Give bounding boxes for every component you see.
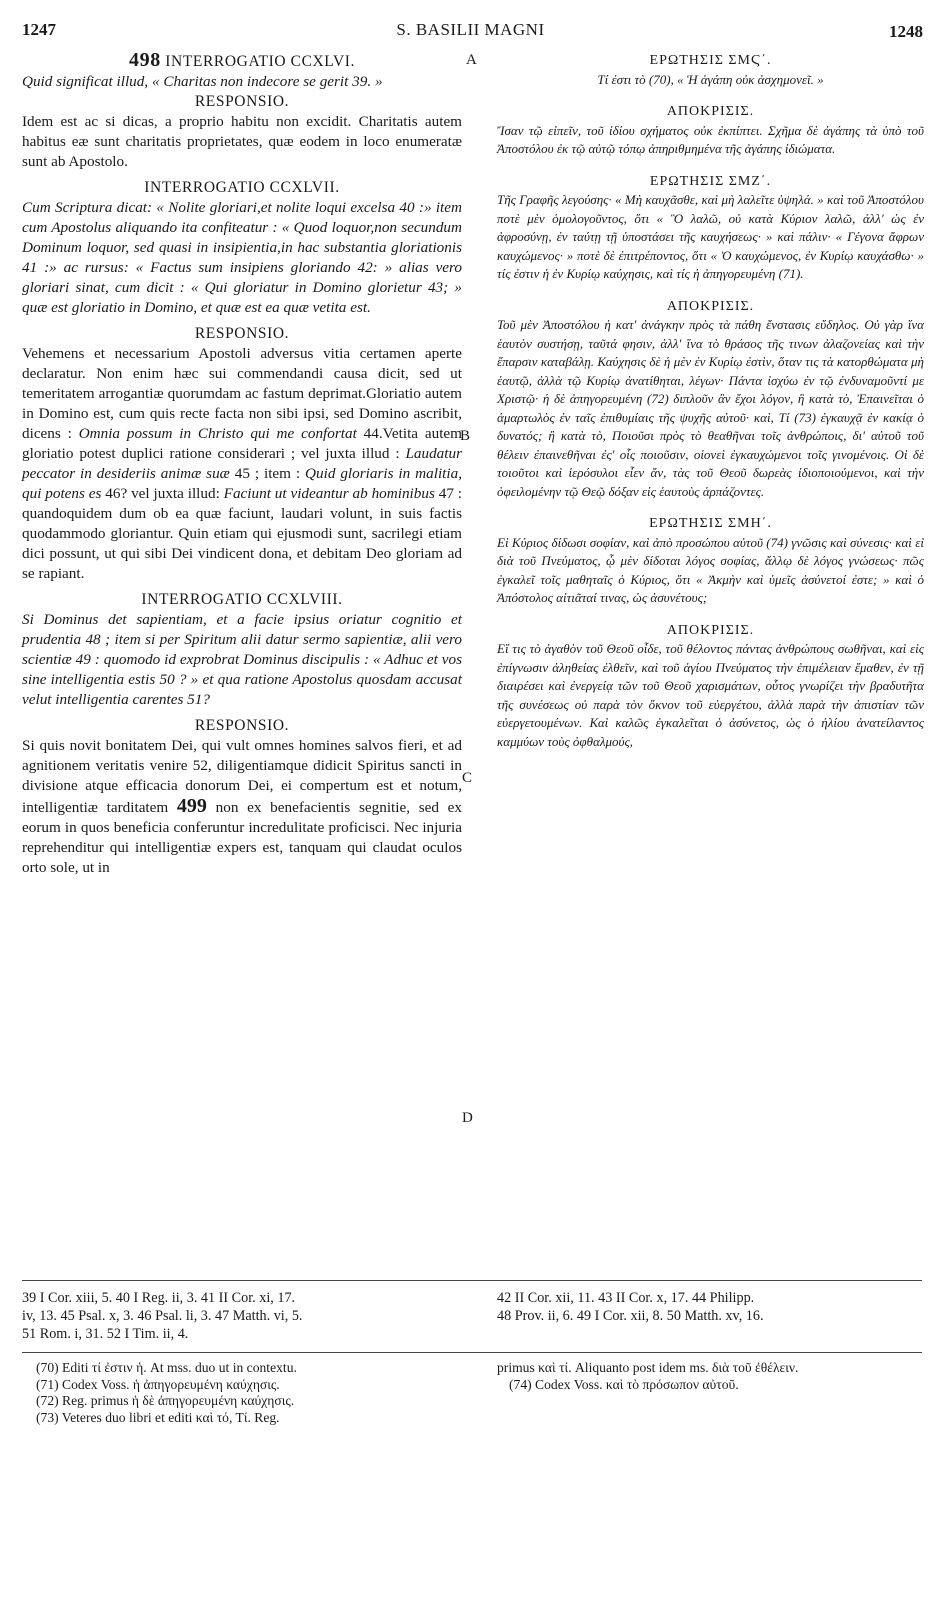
greek-q248-text: Εἰ Κύριος δίδωσι σοφίαν, καὶ ἀπὸ προσώπου αὐτοῦ (74) γνῶσις καὶ σύνεσις· καὶ εἰ διὰ τοῦ Πνεύματος, ᾧ μὲν δίδοται λόγος σοφίας, ἄλλῳ δὲ λόγος γνώσεως· πῶς ἐγκαλεῖ τοῖς μαθηταῖς ὁ Κύριος, ὅτι « Ἀκμὴν καὶ ὑμεῖς ἀσύνετοί ἐστε; » καὶ ὁ Ἀπόστολος αἰτιᾶταί τινας, ὡς ἀσυνέτους; [497,534,924,605]
greek-q246-text: Τί ἐστι τὸ (70), « Ἡ ἀγάπη οὐκ ἀσχημονεῖ. » [597,71,824,87]
latin-resp2-title: RESPONSIO. [194,325,290,342]
greek-resp1-title: ΑΠΟΚΡΙΣΙΣ. [666,104,755,119]
footnote-line-3 [22,1326,922,1343]
latin-resp3-title: RESPONSIO. [194,717,290,734]
latin-resp2-quote: Laudatur peccator in desideriis animæ suæ [22,445,462,482]
latin-resp2-part: 47 : quandoquidem dum ob ea quæ faciunt, laudari volunt, in suis factis quodammodo gloriantur. Quin etiam qui ejusmodi sunt, sacrilegi etiam dici possunt, ut qui sibi Dei vindicent dona, et debitam Deo gloriam ad se rapiant. [22,485,462,582]
margin-letter-b: B [460,428,471,444]
latin-q247-title: INTERROGATIO CCXLVII. [144,179,340,196]
greek-resp3-text: Εἴ τις τὸ ἀγαθὸν τοῦ Θεοῦ οἶδε, τοῦ θέλοντος πάντας ἀνθρώπους σωθῆναι, καὶ εἰς ἐπίγνωσιν ἀληθείας ἐλθεῖν, καὶ τοῦ ἁγίου Πνεύματος τὴν ἐπιμέλειαν ἔμαθεν, ἐν τῇ διαιρέσει καὶ ἐνεργείᾳ τῶν τοῦ Θεοῦ χαρισμάτων, οὗτος γνωρίζει τὴν βραδυτῆτα τῆς συνέσεως οὐ παρὰ τὸν ὄκνον τοῦ εὐεργέτου, ἀλλὰ παρὰ τὴν ἀπιστίαν τῶν εὐεργετουμένων. Καὶ καλῶς ἐγκαλεῖται ὁ ἀσύνετος, ὡς ὁ ἡλίου ἀνατείλαντος καμμύων τοὺς ὀφθαλμούς, [497,641,924,749]
footnote-refs: iv, 13. 45 Psal. x, 3. 46 Psal. li, 3. 47 Matth. vi, 5. [22,1308,303,1324]
column-number-498: 498 [129,49,161,71]
latin-resp2-part: 45 ; item : [229,465,306,482]
footnote-rule [22,1280,922,1281]
latin-resp2-text [22,344,462,584]
latin-q248-title: INTERROGATIO CCXLVIII. [141,591,343,608]
latin-resp2-quote: Faciunt ut videantur ab hominibus [223,485,435,502]
footnote-refs: 39 I Cor. xiii, 5. 40 I Reg. ii, 3. 41 II Cor. xi, 17. [22,1290,296,1306]
notes-right [497,1360,924,1393]
footnote-refs: 51 Rom. i, 31. 52 I Tim. ii, 4. [22,1326,189,1342]
margin-letter-a: A [466,52,477,68]
latin-column [22,50,462,878]
latin-resp2-part: 46? vel juxta illud: [101,485,224,502]
latin-q246-text: Quid significat illud, « Charitas non indecore se gerit 39. » [22,73,383,90]
latin-resp3-part: Si quis novit bonitatem Dei, qui vult omnes homines salvos fieri, et ad agnitionem veritatis venire 52, diligentiamque didicit Spiritus sancti in divisione atque efficacia donorum Dei, ei compertum est et notum, intelligentiæ tarditatem [22,737,462,816]
note-73: (73) Veteres duo libri et editi καὶ τό, Τί. Reg. [36,1409,280,1425]
margin-letter-d: D [462,1110,473,1126]
greek-resp3-title: ΑΠΟΚΡΙΣΙΣ. [666,622,755,638]
column-number-499: 499 [176,795,207,817]
footnote-refs: 48 Prov. ii, 6. 49 I Cor. xii, 8. 50 Matth. xv, 16. [497,1308,764,1324]
latin-resp2-part: Vehemens et necessarium Apostoli adversus vitia certamen aperte declaratur. Non enim hæc sui commendandi causa dicit, sed ut temeritatem arrogantiæ quorumdam ac fastum deprimat.Gloriatio autem in Domino est, cum quis recte facta non sibi ipsi, sed Domino ascribit, dicens : [22,345,462,442]
note-74: (74) Codex Voss. καὶ τὸ πρόσωπον αὐτοῦ. [509,1376,739,1392]
notes-left [36,1360,466,1426]
latin-q248-text: Si Dominus det sapientiam, et a facie ipsius oriatur cognitio et prudentia 48 ; item si per Spiritum alii datur sermo sapientiæ, alii vero scientiæ 49 : quomodo id exprobrat Dominus discipulis : « Adhuc et vos sine intelligentia estis 50 ? » et qua ratione Apostolus quosdam accusat velut intelligentia carentes 51? [22,611,462,708]
footnote-refs: 42 II Cor. xii, 11. 43 II Cor. x, 17. 44 Philipp. [497,1290,755,1306]
latin-q246-heading [22,50,462,72]
margin-letter-c: C [462,770,473,786]
latin-resp2-part: 44.Vetita autem gloriatio potest duplici ratione considerari ; vel juxta illud : [22,425,462,462]
greek-column [497,50,924,751]
notes-rule [22,1352,922,1353]
greek-resp2-text: Τοῦ μὲν Ἀποστόλου ἡ κατ' ἀνάγκην πρὸς τὰ πάθη ἔνστασις εὔδηλος. Οὐ γὰρ ἵνα ἑαυτὸν συστήσῃ, ταῦτά φησιν, ἀλλ' ἵνα τὸ θράσος τῆς τινων ἀλαζονείας καὶ τὴν ἔπαρσιν καταβάλῃ. Καύχησις δὲ ἡ μὲν ἐν Κυρίῳ ἐστὶν, ὅταν τις τὰ κατορθώματα μὴ ἑαυτῷ, ἀλλὰ τῷ Κυρίῳ ἀνατίθηται, λέγων· Πάντα ἰσχύω ἐν τῷ ἐνδυναμοῦντί με Χριστῷ· ἡ δὲ ἀπηγορευμένη (72) διπλοῦν ἂν ἔχοι λόγον, ἢ κατὰ τὸ, Ἐπαινεῖται ὁ ἁμαρτωλὸς ἐν ταῖς ἐπιθυμίαις τῆς ψυχῆς αὐτοῦ· καὶ, Τί (73) ἐγκαυχᾷ ἐν κακίᾳ ὁ δυνατός; ἢ κατὰ τὸ, Ποιοῦσι πρὸς τὸ θεαθῆναι τοῖς ἀνθρώποις, δι' αὐτοῦ τοῦ θέλειν ἐπαινεθῆναι ἐς' οἷς ποιοῦσιν, οἱονεὶ ἐγκαυχώμενοι τοῖς γινομένοις. Οἱ δὲ τοιοῦτοι καὶ ἱερόσυλοι εἶεν ἄν, τὰς τοῦ Θεοῦ δωρεὰς ἰδιοποιούμενοι, καὶ τὴν ὀφειλομένην τῷ Θεῷ δόξαν εἰς ἑαυτοὺς ἁρπάζοντες. [497,317,924,499]
latin-resp1-title: RESPONSIO. [194,93,290,110]
latin-resp3-text [22,736,462,878]
note-70: (70) Editi τί ἐστιν ἡ. At mss. duo ut in contextu. [36,1360,297,1375]
latin-resp1-text: Idem est ac si dicas, a proprio habitu non excidit. Charitatis autem habitus eæ sunt charitatis proprietates, quæ eodem in loco enumeratæ sunt ab Apostolo. [22,113,462,170]
latin-q246-title: INTERROGATIO CCXLVI. [165,53,355,70]
running-header [0,14,941,44]
latin-resp2-quote: Omnia possum in Christo qui me confortat [78,425,357,442]
page-number-right: 1248 [889,22,923,41]
note-73-continued: primus καὶ τί. Aliquanto post idem ms. διὰ τοῦ ἐθέλειν. [497,1360,799,1375]
footnote-line-1-right [497,1290,924,1307]
greek-q247-title: ΕΡΩΤΗΣΙΣ ΣΜΖ΄. [649,173,772,189]
note-71: (71) Codex Voss. ἡ ἀπηγορευμένη καύχησις. [36,1376,280,1392]
greek-q248-title: ΕΡΩΤΗΣΙΣ ΣΜΗ΄. [649,516,772,531]
greek-resp1-text: Ἴσαν τῷ εἰπεῖν, τοῦ ἰδίου σχήματος οὐκ ἐκπίπτει. Σχῆμα δὲ ἀγάπης τὰ ὑπὸ τοῦ Ἀποστόλου ἐκ τῷ αὐτῷ τόπῳ ἀπηριθμημένα τῆς ἀγάπης ἰδιώματα. [497,122,924,156]
latin-resp2-quote: Quid gloriaris in malitia, qui potens es [22,465,462,502]
running-title: S. BASILII MAGNI [396,20,545,39]
footnote-line-2-right [497,1308,924,1325]
note-72: (72) Reg. primus ἡ δὲ ἀπηγορευμένη καύχησις. [36,1393,295,1408]
greek-resp2-title: ΑΠΟΚΡΙΣΙΣ. [666,298,755,314]
greek-q247-text: Τῆς Γραφῆς λεγούσης· « Μὴ καυχᾶσθε, καὶ μὴ λαλεῖτε ὑψηλά. » καὶ τοῦ Ἀποστόλου ποτὲ μὲν ὁμολογοῦντος, ὅτι « Ὃ λαλῶ, οὐ κατὰ Κύριον λαλῶ, ἀλλ' ὡς ἐν ἀφροσύνῃ, ἐν ταύτῃ τῇ ὑποστάσει τῆς καυχήσεως· » καὶ πάλιν· « Γέγονα ἄφρων καυχώμενος· » ποτὲ δὲ ἐπιτρέποντος, ὅτι « Ὁ καυχώμενος, ἐν Κυρίῳ καυχάσθω· » τίς ἐστιν ἡ ἐν Κυρίῳ καύχησις, καὶ τίς ἡ ἀπηγορευμένη (71). [497,192,924,281]
greek-q246-title: ΕΡΩΤΗΣΙΣ ΣΜϚ΄. [649,53,772,68]
latin-q247-text: Cum Scriptura dicat: « Nolite gloriari,et nolite loqui excelsa 40 :» item cum Apostolus aliquando ita confiteatur : « Quod loquor,non secundum Dominum loquor, sed quasi in insipientia,in hac substantia gloriationis 41 :» ac rursus: « Factus sum insipiens gloriando 42: » alias vero gloriari sinat, cum dicit : « Qui gloriatur in Domino glorietur 43; » quæ est gloriatio in Domino, et quæ est ea quæ vetita est. [22,199,462,316]
page-number-left: 1247 [22,20,56,39]
latin-resp3-part: non ex benefacientis segnitie, sed ex eorum in quos beneficia conferuntur incredulitate proficisci. Nec injuria reprehenditur qui intelligentiæ expers est, tanquam qui claudat oculos orto sole, ut in [22,799,463,876]
